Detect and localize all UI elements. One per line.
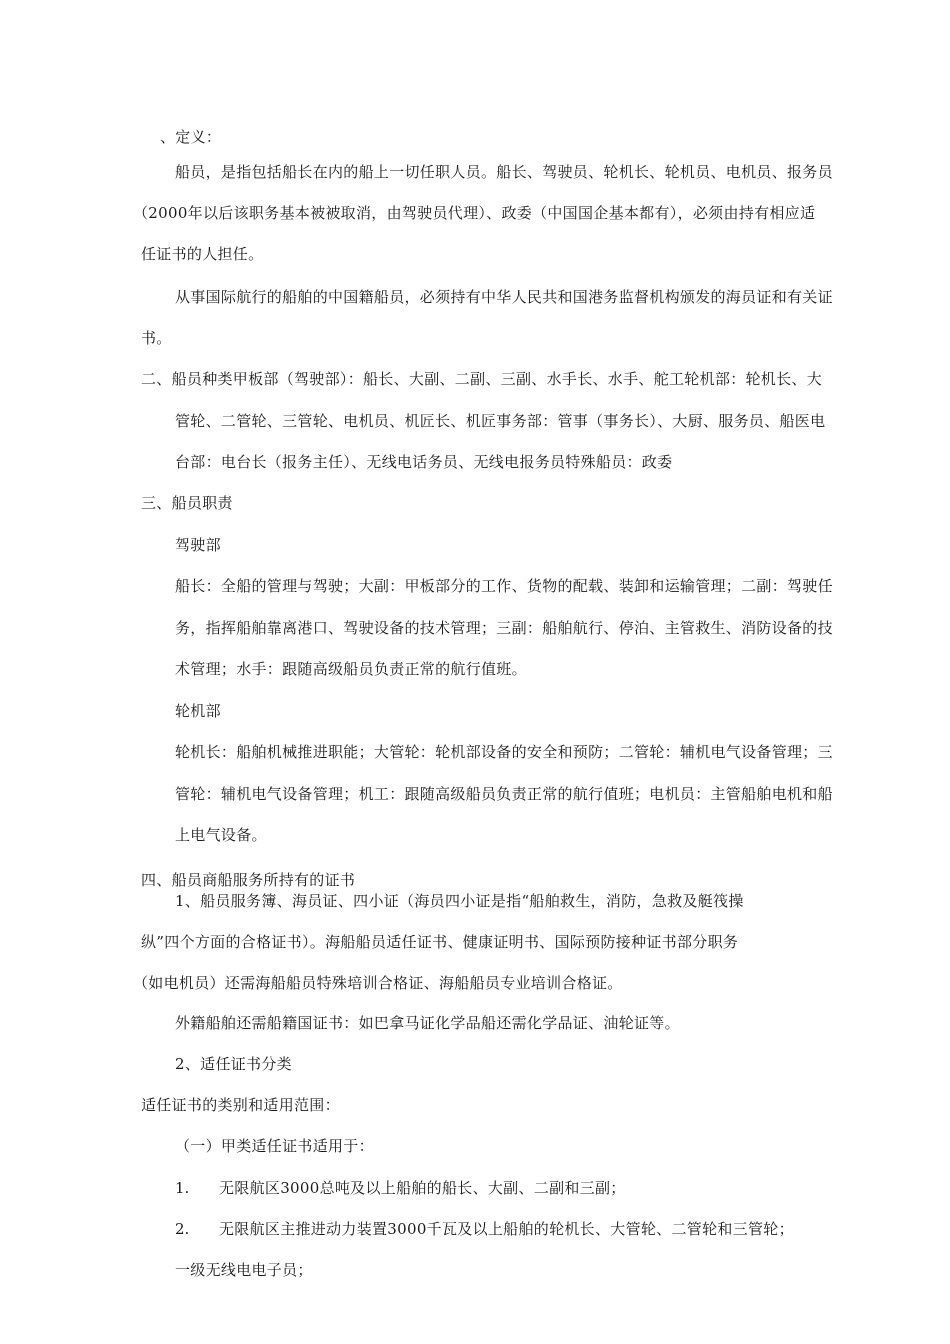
paragraph-line: 务，指挥船舶靠离港口、驾驶设备的技术管理；三副：船舶航行、停泊、主管救生、消防设备的技 xyxy=(175,619,833,637)
paragraph-line: 管轮：辅机电气设备管理；机工：跟随高级船员负责正常的航行值班；电机员：主管船舶电机和船 xyxy=(175,785,833,803)
subheading-deck: 驾驶部 xyxy=(175,536,221,554)
paragraph-line: 1、船员服务簿、海员证、四小证（海员四小证是指“船舶救生，消防，急救及艇筏操 xyxy=(175,892,744,910)
list-item-text: 无限航区3000总吨及以上船舶的船长、大副、二副和三副； xyxy=(219,1179,626,1197)
paragraph-line: 台部：电台长（报务主任）、无线电话务员、无线电报务员特殊船员：政委 xyxy=(175,453,673,471)
list-item-text: 无限航区主推进动力装置3000千瓦及以上船舶的轮机长、大管轮、二管轮和三管轮； xyxy=(219,1220,794,1238)
paragraph-line: 船员，是指包括船长在内的船上一切任职人员。船长、驾驶员、轮机长、轮机员、电机员、报务员 xyxy=(175,163,833,181)
paragraph-line: 书。 xyxy=(141,329,172,347)
paragraph-line: 管轮、二管轮、三管轮、电机员、机匠长、机匠事务部：管事（事务长）、大厨、服务员、船医电 xyxy=(175,412,826,430)
section-heading-definition: 、定义： xyxy=(160,128,222,146)
paragraph-line: 外籍船舶还需船籍国证书：如巴拿马证化学品船还需化学品证、油轮证等。 xyxy=(175,1014,680,1032)
paragraph-line: 上电气设备。 xyxy=(175,826,267,844)
paragraph-line: 船长：全船的管理与驾驶；大副：甲板部分的工作、货物的配载、装卸和运输管理；二副：驾驶任 xyxy=(175,577,833,595)
paragraph-line: 轮机长：船舶机械推进职能；大管轮：轮机部设备的安全和预防；二管轮：辅机电气设备管理；三 xyxy=(175,743,833,761)
list-item-number: 1. xyxy=(175,1179,190,1197)
paragraph-line: 纵”四个方面的合格证书）。海船船员适任证书、健康证明书、国际预防接种证书部分职务 xyxy=(141,933,739,951)
subheading-class-a: （一）甲类适任证书适用于： xyxy=(175,1137,374,1155)
paragraph-line: （如电机员）还需海船船员特殊培训合格证、海船船员专业培训合格证。 xyxy=(133,974,623,992)
paragraph-line: （2000年以后该职务基本被被取消，由驾驶员代理）、政委（中国国企基本都有），必须由持有相应适 xyxy=(133,204,816,222)
paragraph-line: 适任证书的类别和适用范围： xyxy=(141,1096,340,1114)
section-heading-duties: 三、船员职责 xyxy=(141,494,233,512)
list-item-number: 2. xyxy=(175,1220,190,1238)
paragraph-line: 术管理；水手：跟随高级船员负责正常的航行值班。 xyxy=(175,660,527,678)
section-heading-crew-types: 二、船员种类甲板部（驾驶部）：船长、大副、二副、三副、水手长、水手、舵工轮机部：轮机长、大 xyxy=(141,370,823,388)
subheading-engine: 轮机部 xyxy=(175,702,221,720)
paragraph-line: 任证书的人担任。 xyxy=(141,245,264,263)
subheading-certificate-classification: 2、适任证书分类 xyxy=(175,1055,292,1073)
section-heading-certificates: 四、船员商船服务所持有的证书 xyxy=(141,871,356,889)
paragraph-line: 一级无线电电子员； xyxy=(175,1261,313,1279)
paragraph-line: 从事国际航行的船舶的中国籍船员，必须持有中华人民共和国港务监督机构颁发的海员证和有关证 xyxy=(175,288,833,306)
